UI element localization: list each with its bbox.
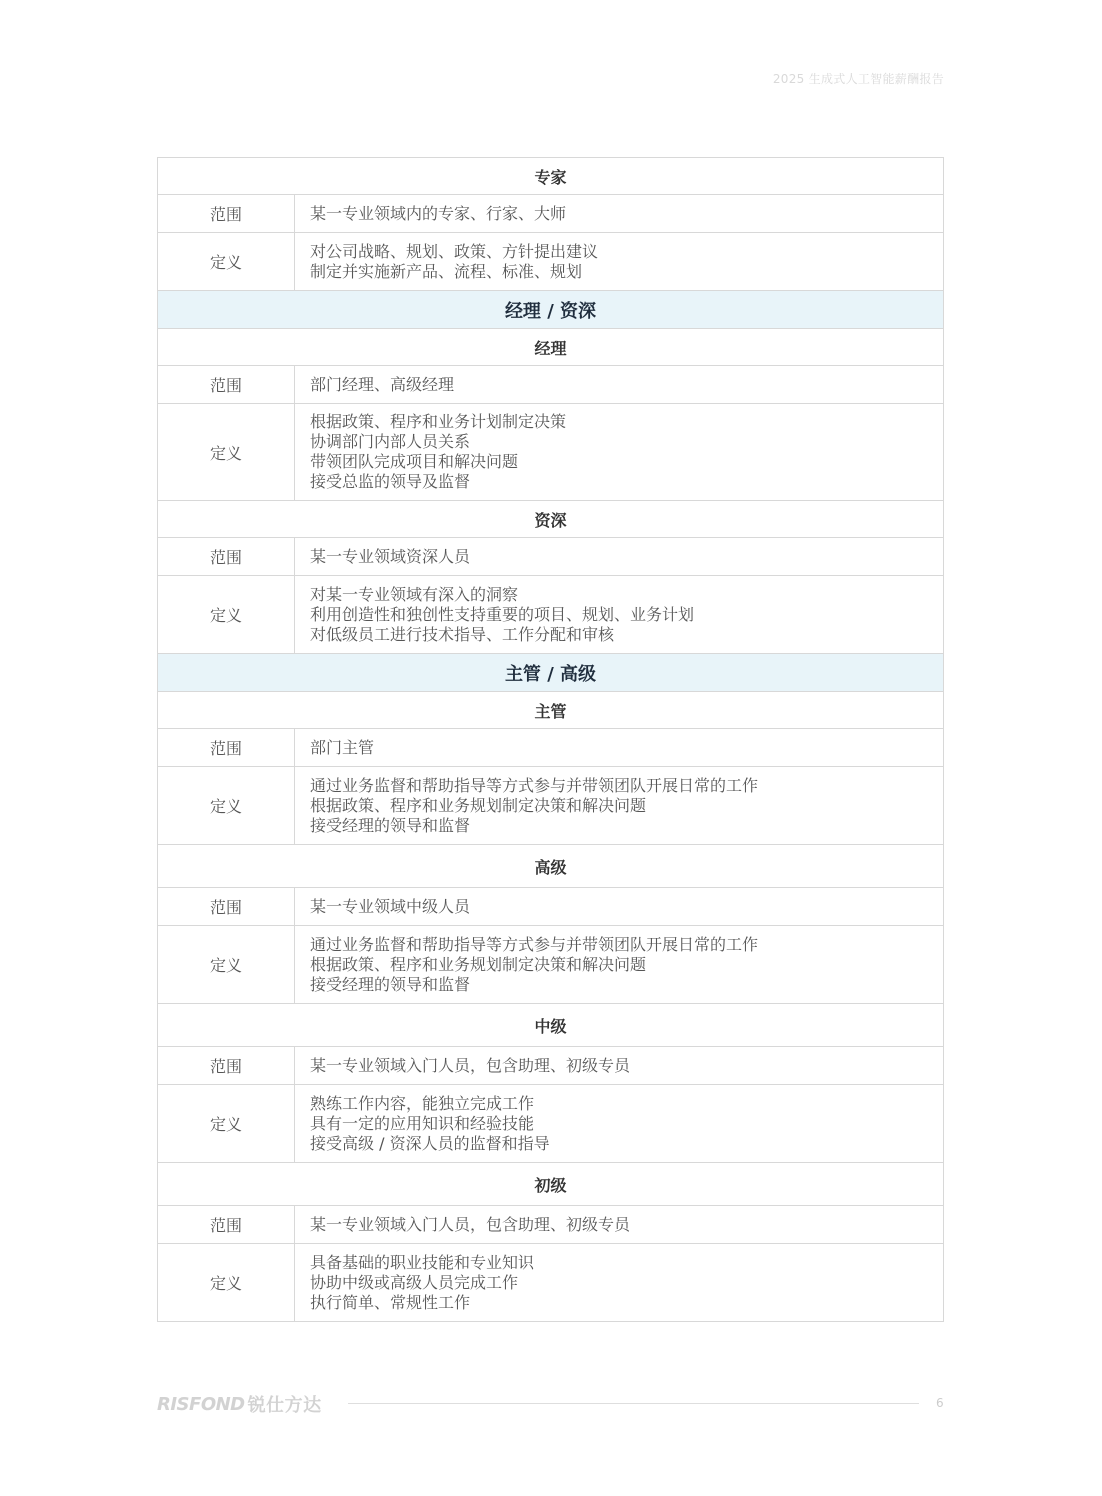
definition-value — [295, 1085, 944, 1163]
definition-value — [295, 767, 944, 845]
definition-label: 定义 — [158, 1085, 295, 1163]
level-title-expert: 专家 — [158, 158, 944, 195]
scope-label: 范围 — [158, 729, 295, 767]
definition-line: 具有一定的应用知识和经验技能 — [310, 1113, 535, 1133]
table-row — [158, 888, 944, 926]
level-title-senior: 高级 — [158, 845, 944, 888]
definition-line: 制定并实施新产品、流程、标准、规划 — [310, 261, 583, 281]
level-header-senior — [158, 845, 944, 888]
definition-line: 对公司战略、规划、政策、方针提出建议 — [310, 241, 599, 261]
definition-line: 通过业务监督和帮助指导等方式参与并带领团队开展日常的工作 — [310, 775, 759, 795]
definition-line: 对低级员工进行技术指导、工作分配和审核 — [310, 624, 615, 644]
scope-value: 某一专业领域中级人员 — [295, 888, 944, 926]
definition-line: 带领团队完成项目和解决问题 — [310, 452, 519, 471]
definition-label: 定义 — [158, 1244, 295, 1322]
definition-line: 通过业务监督和帮助指导等方式参与并带领团队开展日常的工作 — [310, 934, 759, 954]
company-logo — [157, 1393, 322, 1415]
scope-value: 部门经理、高级经理 — [295, 366, 944, 404]
table-row — [158, 404, 944, 501]
definition-label: 定义 — [158, 404, 295, 501]
table-row — [158, 576, 944, 654]
scope-label: 范围 — [158, 366, 295, 404]
definition-value — [295, 576, 944, 654]
group-title: 主管 / 高级 — [158, 654, 944, 692]
level-title-intermediate: 中级 — [158, 1004, 944, 1047]
scope-label: 范围 — [158, 195, 295, 233]
job-grade-table — [157, 157, 944, 1322]
table-row — [158, 1244, 944, 1322]
definition-label: 定义 — [158, 926, 295, 1004]
table-row — [158, 195, 944, 233]
level-title-supervisor: 主管 — [158, 692, 944, 729]
scope-value: 某一专业领域入门人员，包含助理、初级专员 — [295, 1047, 944, 1085]
definition-line: 协调部门内部人员关系 — [310, 432, 471, 451]
definition-line: 对某一专业领域有深入的洞察 — [310, 584, 519, 604]
table-row — [158, 366, 944, 404]
definition-line: 利用创造性和独创性支持重要的项目、规划、业务计划 — [310, 604, 695, 624]
group-title: 经理 / 资深 — [158, 291, 944, 329]
definition-value — [295, 404, 944, 501]
scope-value: 某一专业领域入门人员，包含助理、初级专员 — [295, 1206, 944, 1244]
definition-line: 协助中级或高级人员完成工作 — [310, 1272, 519, 1292]
definition-line: 接受经理的领导和监督 — [310, 815, 471, 835]
scope-label: 范围 — [158, 888, 295, 926]
definition-line: 接受经理的领导和监督 — [310, 974, 471, 994]
scope-label: 范围 — [158, 1047, 295, 1085]
level-header-manager — [158, 329, 944, 366]
scope-value: 某一专业领域内的专家、行家、大师 — [295, 195, 944, 233]
level-header-intermediate — [158, 1004, 944, 1047]
table-row — [158, 1206, 944, 1244]
definition-value — [295, 233, 944, 291]
definition-line: 接受高级 / 资深人员的监督和指导 — [310, 1133, 550, 1153]
table-row — [158, 1047, 944, 1085]
level-title-junior: 初级 — [158, 1163, 944, 1206]
table-row — [158, 1085, 944, 1163]
definition-value — [295, 1244, 944, 1322]
level-title-manager: 经理 — [158, 329, 944, 366]
logo-chinese-text: 锐仕方达 — [247, 1395, 322, 1416]
definition-line: 根据政策、程序和业务规划制定决策和解决问题 — [310, 795, 647, 815]
logo-text: RISFOND — [157, 1393, 245, 1415]
definition-line: 熟练工作内容，能独立完成工作 — [310, 1093, 535, 1113]
definition-line: 根据政策、程序和业务计划制定决策 — [310, 412, 567, 431]
scope-value: 部门主管 — [295, 729, 944, 767]
definition-line: 根据政策、程序和业务规划制定决策和解决问题 — [310, 954, 647, 974]
group-header-supervisor-senior — [158, 654, 944, 692]
table-row — [158, 538, 944, 576]
footer-divider — [348, 1403, 919, 1404]
table-row — [158, 729, 944, 767]
level-header-expert — [158, 158, 944, 195]
level-header-junior — [158, 1163, 944, 1206]
page-number: 6 — [936, 1396, 944, 1410]
report-title: 2025 生成式人工智能薪酬报告 — [772, 72, 944, 86]
scope-label: 范围 — [158, 1206, 295, 1244]
definition-line: 执行简单、常规性工作 — [310, 1292, 471, 1312]
scope-label: 范围 — [158, 538, 295, 576]
table-row — [158, 233, 944, 291]
level-title-senior-expert: 资深 — [158, 501, 944, 538]
table-row — [158, 767, 944, 845]
table-row — [158, 926, 944, 1004]
level-header-supervisor — [158, 692, 944, 729]
definition-line: 接受总监的领导及监督 — [310, 472, 471, 491]
level-header-senior-expert — [158, 501, 944, 538]
definition-value — [295, 926, 944, 1004]
scope-value: 某一专业领域资深人员 — [295, 538, 944, 576]
definition-label: 定义 — [158, 767, 295, 845]
definition-line: 具备基础的职业技能和专业知识 — [310, 1252, 535, 1272]
definition-label: 定义 — [158, 576, 295, 654]
definition-label: 定义 — [158, 233, 295, 291]
group-header-manager-senior-expert — [158, 291, 944, 329]
